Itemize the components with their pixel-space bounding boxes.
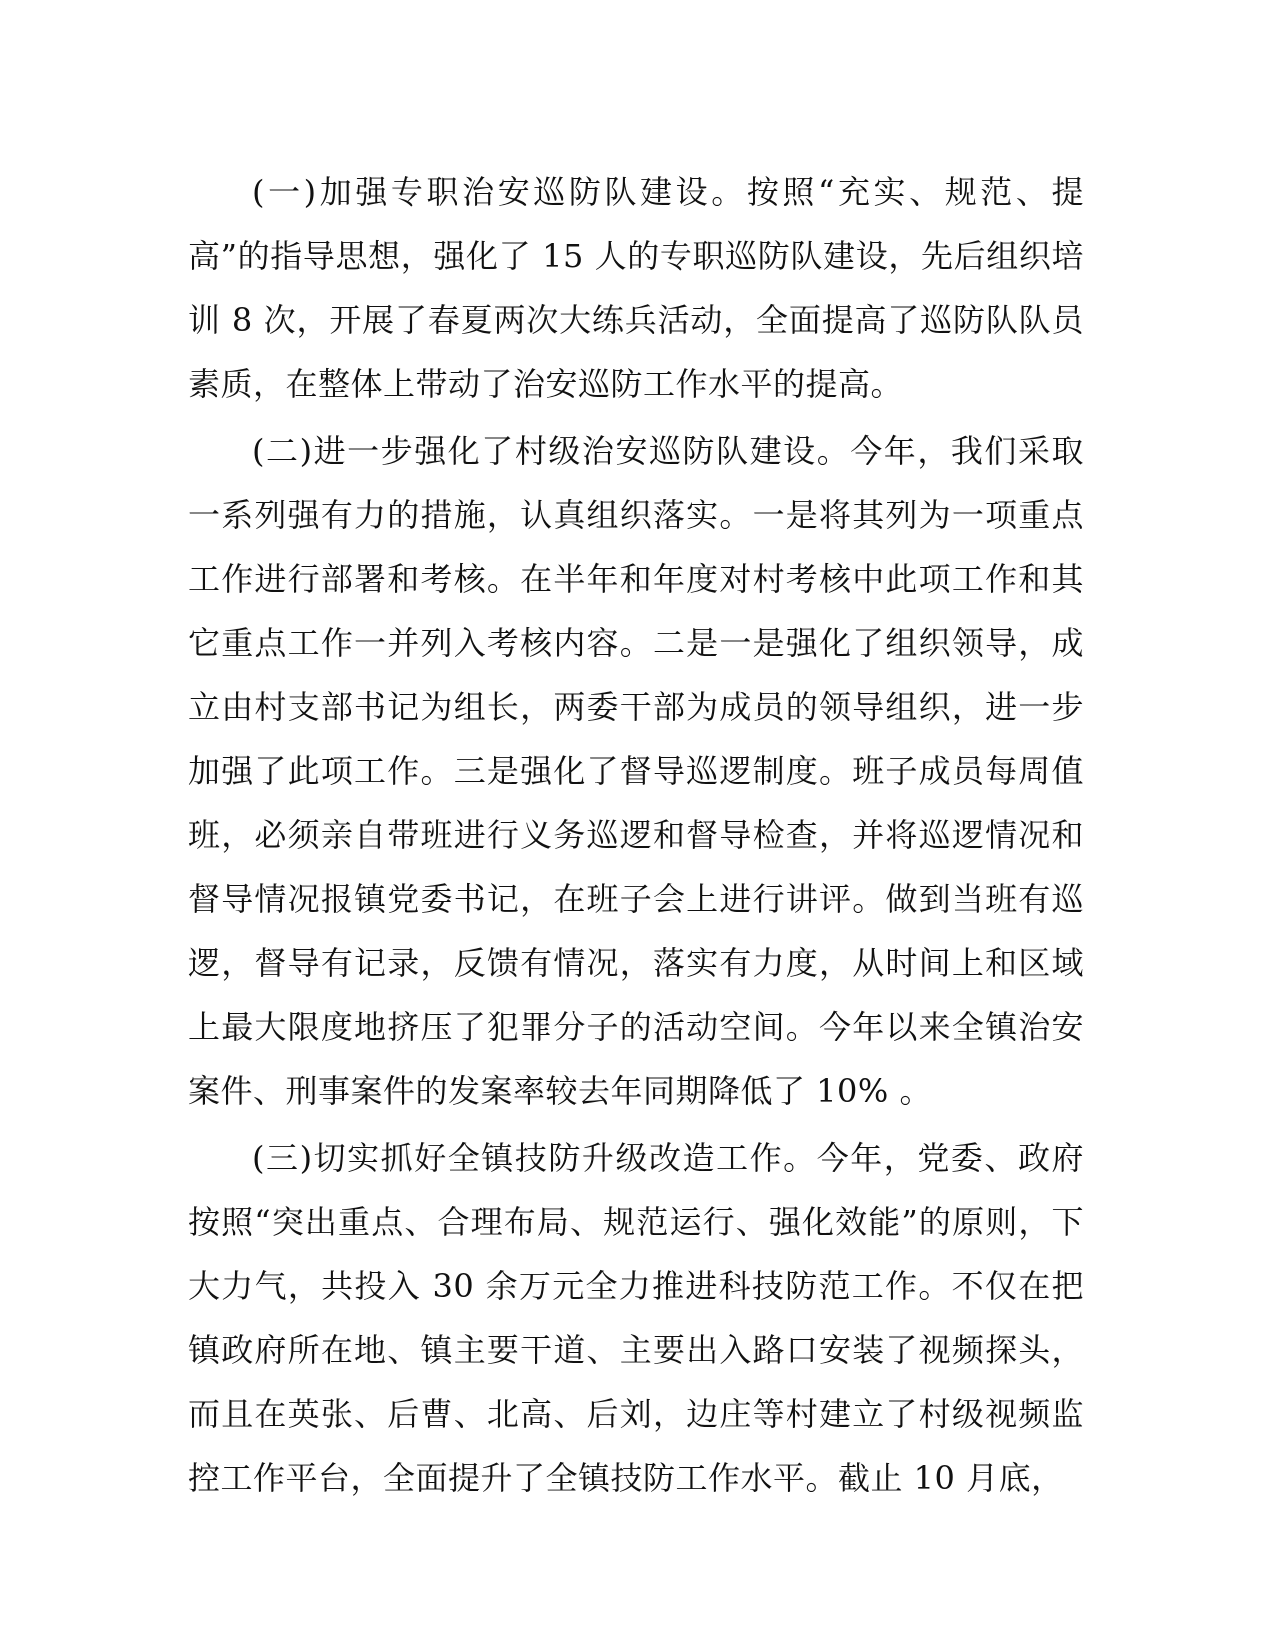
paragraph-patrol-team: (一)加强专职治安巡防队建设。按照“充实、规范、提高”的指导思想，强化了 15 人的专职巡防队建设，先后组织培训 8 次，开展了春夏两次大练兵活动，全面提高了巡防队队员素质，在整体上带动了治安巡防工作水平的提高。: [188, 173, 1084, 403]
document-body: [188, 160, 1084, 1513]
paragraph-tech-prevention: (三)切实抓好全镇技防升级改造工作。今年，党委、政府按照“突出重点、合理布局、规范运行、强化效能”的原则，下大力气，共投入 30 余万元全力推进科技防范工作。不仅在把镇政府所在地、镇主要干道、主要出入路口安装了视频探头，而且在英张、后曹、北高、后刘，边庄等村建立了村级视频监控工作平台，全面提升了全镇技防工作水平。截止 10 月底，: [188, 1139, 1084, 1497]
paragraph-village-patrol: (二)进一步强化了村级治安巡防队建设。今年，我们采取一系列强有力的措施，认真组织落实。一是将其列为一项重点工作进行部署和考核。在半年和年度对村考核中此项工作和其它重点工作一并列入考核内容。二是一是强化了组织领导，成立由村支部书记为组长，两委干部为成员的领导组织，进一步加强了此项工作。三是强化了督导巡逻制度。班子成员每周值班，必须亲自带班进行义务巡逻和督导检查，并将巡逻情况和督导情况报镇党委书记，在班子会上进行讲评。做到当班有巡逻，督导有记录，反馈有情况，落实有力度，从时间上和区域上最大限度地挤压了犯罪分子的活动空间。今年以来全镇治安案件、刑事案件的发案率较去年同期降低了 10% 。: [188, 432, 1084, 1110]
